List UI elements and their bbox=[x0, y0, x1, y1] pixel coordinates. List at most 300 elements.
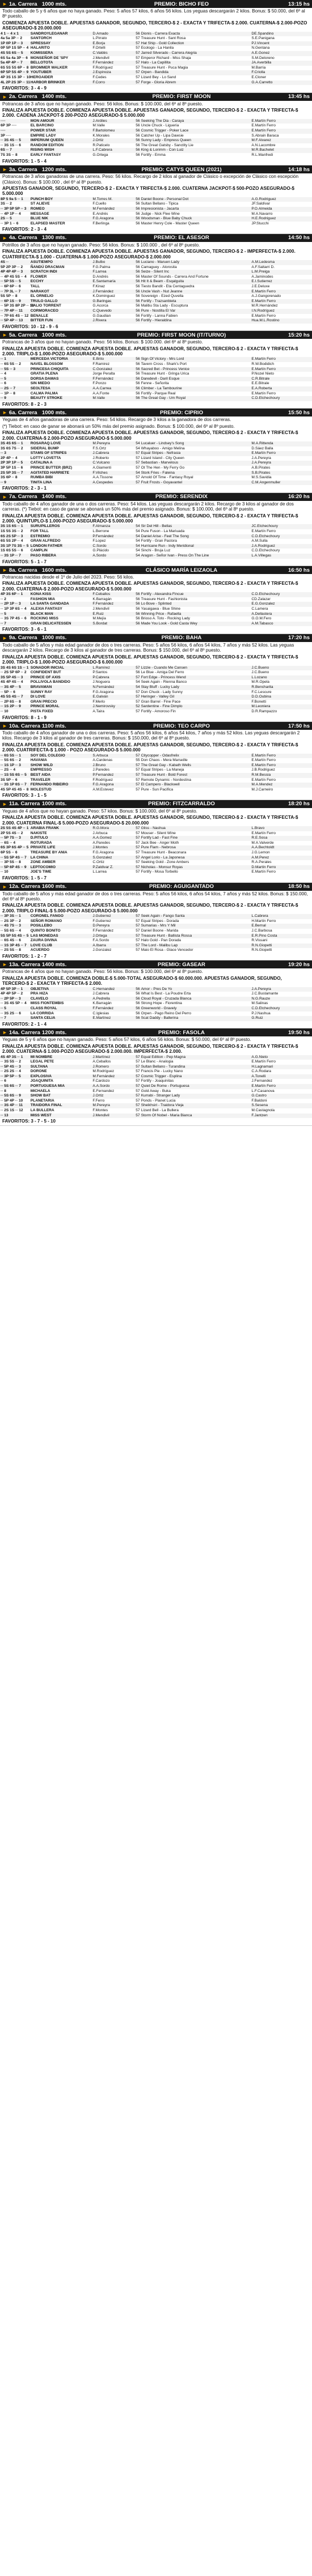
runner-weight: 56 bbox=[128, 602, 140, 607]
runner-row bbox=[0, 153, 312, 158]
runner-form: ·· 3P 5P ·· 5 bbox=[0, 1074, 30, 1079]
runner-weight: 56 bbox=[136, 133, 140, 138]
runner-form: ·· 6P 1S ·· 9 bbox=[0, 299, 30, 304]
runner-trainer: M.R.Bachelet bbox=[251, 148, 312, 153]
runner-pedigree: Jack Bee - Anger Moth bbox=[141, 840, 179, 845]
runner-row bbox=[0, 80, 312, 86]
runner-row bbox=[0, 56, 312, 61]
runner-name: SURUPILLEROS bbox=[30, 524, 92, 529]
runner-trainer: J.B.Rodriguez bbox=[251, 768, 275, 772]
runner-row bbox=[0, 773, 312, 778]
runner-row bbox=[0, 377, 312, 382]
runner-jockey: A.Sordo bbox=[92, 554, 128, 559]
runners-table bbox=[0, 197, 312, 227]
race-time: 19:20 hs bbox=[288, 961, 310, 968]
race-section bbox=[0, 331, 312, 409]
runner-name: SUNNY RAY bbox=[30, 690, 52, 694]
runner-row bbox=[0, 270, 312, 275]
runner-jockey: E.Galván bbox=[92, 695, 128, 700]
runner-name: SHOW WILD bbox=[30, 763, 92, 768]
runner-name: MISS FIONTEMBIS bbox=[30, 1001, 64, 1006]
runner-trainer: C.A.Rodara bbox=[251, 1069, 271, 1074]
runner-trainer: DE.Spandino bbox=[251, 32, 312, 37]
runner-form: ·· 2P 5P ·· 3 bbox=[0, 997, 30, 1002]
runner-trainer: A.A.Bechtoldt bbox=[251, 845, 312, 851]
runner-trainer: A.G.Rodriguez bbox=[251, 197, 312, 202]
runner-row bbox=[0, 544, 312, 549]
runner-pedigree: Fort Edge - Princess Wend bbox=[141, 675, 251, 681]
runner-form: ·· 3S 1P ·· 7 bbox=[0, 554, 30, 559]
runner-row bbox=[0, 124, 312, 129]
runner-trainer: S.B.Pirates bbox=[251, 471, 312, 476]
runner-weight: 56 bbox=[136, 284, 140, 288]
runner-trainer: JA.Averbilla bbox=[251, 61, 312, 66]
runner-weight: 57 bbox=[136, 787, 140, 792]
runner-row bbox=[0, 386, 312, 392]
runner-name: HAVANIA bbox=[30, 758, 47, 763]
race-distance: 1100 mts. bbox=[41, 722, 66, 729]
runner-pedigree: What Is Best - La Poudre Erta bbox=[141, 992, 191, 996]
runner-name: JOAQUINITA bbox=[30, 1079, 53, 1083]
runner-trainer: A.Tonelli bbox=[251, 1074, 312, 1079]
runner-form: ·· 3P 1 ·· 6 bbox=[1, 221, 19, 226]
runner-form: 4S 5S 4S ·· 7 bbox=[0, 695, 30, 700]
runner-jockey: E.Brito bbox=[92, 357, 128, 362]
runner-pedigree: Halo - La Capillita bbox=[141, 61, 251, 66]
runner-jockey: F.G.Aragona bbox=[92, 851, 114, 855]
runner-pedigree: Made You Look - Gold Casta Wey bbox=[141, 622, 251, 627]
runner-jockey: C.Gonzalez bbox=[92, 367, 128, 372]
runner-trainer: E.Martín Ferro bbox=[251, 1084, 312, 1089]
runner-row bbox=[0, 216, 312, 222]
runner-row bbox=[0, 865, 312, 870]
runner-weight: 56 bbox=[128, 129, 140, 134]
runner-name: ZONE AMBER bbox=[30, 860, 56, 865]
runner-pedigree: Yasaigawa - Blue Shine bbox=[141, 607, 181, 611]
runner-pedigree: Lizard Island - City Queen bbox=[141, 456, 184, 460]
runner-row bbox=[0, 695, 312, 700]
runner-pedigree: Judge - Nick Flee Wine bbox=[141, 211, 180, 216]
runner-row bbox=[0, 1065, 312, 1070]
runner-name: SCRATCH INDI bbox=[30, 270, 92, 275]
runners-table bbox=[0, 119, 312, 158]
runner-jockey: J.Nemirovsky bbox=[92, 704, 128, 709]
runner-jockey: J.Mendivil bbox=[92, 56, 109, 60]
runner-weight: 57 bbox=[128, 61, 140, 66]
runner-name: GRAN PRECIO bbox=[30, 699, 57, 704]
runner-pedigree: Master Of Sounds - Carrera And Fortune bbox=[141, 274, 209, 279]
runner-trainer: J.C.Bueno bbox=[251, 670, 269, 675]
runner-weight: 57 bbox=[136, 65, 140, 70]
runner-jockey: L.Ramírez bbox=[92, 666, 128, 671]
race-number: 8a. Carrera bbox=[9, 567, 37, 573]
runner-jockey: M.Pereyra bbox=[92, 1103, 128, 1108]
runner-pedigree: Camaguey - Alorosita bbox=[141, 265, 177, 269]
runner-row bbox=[0, 836, 312, 841]
runner-name: GRATIA PLENA bbox=[30, 372, 58, 376]
runner-trainer: A.G.Nieto bbox=[251, 1055, 312, 1060]
runner-pedigree: Arnold Of Time - Fantasy Royal bbox=[141, 475, 193, 480]
runners-table bbox=[0, 260, 312, 324]
runner-row bbox=[0, 929, 312, 934]
race-time: 14:50 hs bbox=[288, 235, 310, 241]
race-number: 2a. Carrera bbox=[9, 93, 37, 100]
runner-row bbox=[0, 1113, 312, 1119]
runner-jockey: F.Ramirez bbox=[92, 362, 110, 367]
runner-row bbox=[0, 212, 312, 217]
runner-form: 6S ·· 7 bbox=[0, 148, 30, 153]
runner-form: ·· 1P 3P 6S ·· 4 bbox=[1, 607, 27, 611]
race-distance: 1000 mts. bbox=[41, 635, 67, 641]
runner-jockey: M.Rodríguez bbox=[92, 1069, 115, 1074]
runner-row bbox=[0, 831, 312, 836]
runner-name: DORONE bbox=[30, 1069, 47, 1074]
runner-pedigree: Quiet De Rome - Portuguesa bbox=[141, 1084, 251, 1089]
race-time: 13:15 hs bbox=[288, 1, 310, 7]
runner-jockey: G.Baringas bbox=[92, 299, 128, 304]
runner-form: ·· 3S 5S ·· 2 bbox=[1, 1060, 21, 1064]
arrow-icon: ► bbox=[2, 723, 7, 729]
runner-form: ·· 2 bbox=[1, 597, 6, 601]
race-favorites: FAVORITOS: 3 - 4 - 9 bbox=[2, 86, 47, 91]
runner-form: 4P 3S 6P ·· 1 bbox=[0, 592, 30, 597]
runner-trainer: L.Cabrera bbox=[251, 914, 312, 919]
runner-name: PRINCE BUTTER (BRZ) bbox=[30, 465, 73, 470]
race-favorites: FAVORITOS: 3 - 6 - 1 bbox=[2, 627, 47, 632]
runner-trainer: E.Cloner bbox=[251, 75, 267, 79]
runner-row bbox=[0, 783, 312, 788]
runner-trainer: S.Abrain Baraca bbox=[251, 133, 279, 138]
race-number: 6a. Carrera bbox=[9, 409, 37, 416]
runner-weight: 56 bbox=[128, 119, 140, 124]
runner-name: SOY DEL COLEGIO bbox=[30, 754, 92, 759]
race-time: 17:20 hs bbox=[288, 635, 310, 641]
runner-jockey: P.Cabrera bbox=[92, 675, 128, 681]
runner-name: PRINCE MORAL bbox=[30, 704, 92, 709]
runners-table bbox=[0, 666, 312, 715]
runner-form: 7S 3S ·· 8 bbox=[1, 153, 18, 158]
runner-pedigree: Lo Bove - Splinted bbox=[141, 602, 251, 607]
runner-form: 3P ···· bbox=[1, 133, 11, 138]
runner-jockey: E.Fernandez bbox=[92, 1089, 115, 1093]
runner-row bbox=[0, 318, 312, 324]
runner-row bbox=[0, 934, 312, 939]
runner-name: NARAKOT bbox=[30, 290, 92, 295]
runner-trainer: E.Martín Ferro bbox=[251, 758, 276, 763]
runner-pedigree: Nicholas - Monsur Royas bbox=[141, 865, 251, 870]
runner-jockey: F.Cedes bbox=[92, 75, 107, 79]
runner-trainer: N.G.Rauze bbox=[251, 997, 312, 1002]
runner-pedigree: Don Chuck - Lady Sunny bbox=[141, 690, 183, 694]
runner-row bbox=[0, 524, 312, 529]
runner-row bbox=[0, 451, 312, 456]
runner-trainer: G.O.M.Fero bbox=[251, 617, 272, 621]
race-conditions: Todo caballo de 5 años y más edad ganador de dos o tres carreras. Peso: 5 años 56 kilos, 6 años 54 kilos, 7 años y más 52 kilos. Las yeguas descargarán 2 kilos. Recargo de 3 kilos al ganador de tres carreras. Bonus: $ 150.000, del 6º al 8º puesto. bbox=[2, 642, 294, 653]
runner-weight: 57 bbox=[136, 36, 140, 41]
runner-name: PRA HIZA bbox=[30, 992, 48, 996]
runner-weight: 57 bbox=[128, 826, 140, 831]
runner-name: ELAPSED MASTER bbox=[30, 221, 65, 226]
runner-jockey: A.Paredes bbox=[92, 840, 111, 845]
race-header bbox=[0, 800, 312, 808]
runner-jockey: Jorge Peralta bbox=[92, 372, 115, 376]
race-conditions: Yeguas de 4 años que no hayan ganado. Peso: 57 kilos. Bonus: $ 100.000, del 6º al 8º puesto. bbox=[2, 808, 197, 814]
runner-form: ·· 2S 5P 6P ·· 2 bbox=[1, 670, 27, 675]
race-section bbox=[0, 634, 312, 722]
race-distance: 1200 mts. bbox=[41, 166, 67, 173]
runner-trainer: R.E.Sosa bbox=[251, 836, 312, 841]
runner-jockey: N.Fernández bbox=[92, 685, 128, 690]
runner-form: ·· 1S 3P 4S ·· 7 bbox=[0, 943, 30, 949]
runner-trainer: E.E.Bitrale bbox=[251, 381, 269, 386]
runner-form: 6S 5S 2P ·· 4 bbox=[1, 539, 23, 543]
runner-weight: 56 bbox=[136, 153, 140, 158]
arrow-icon: ► bbox=[2, 801, 7, 807]
race-header bbox=[0, 960, 312, 968]
runner-weight: 57 bbox=[136, 1098, 140, 1103]
runner-form: 4 1 ·· 4 x 1 bbox=[0, 32, 30, 37]
runner-jockey: F.Cuello bbox=[92, 202, 107, 206]
runner-weight: 57 bbox=[136, 75, 140, 79]
runner-trainer: E.R.Pino Costa bbox=[251, 934, 312, 939]
race-favorites: FAVORITOS: 1 - 5 - 7 bbox=[2, 875, 47, 881]
runner-weight: 56 bbox=[136, 202, 140, 206]
arrow-icon: ► bbox=[2, 635, 7, 641]
runner-pedigree: Treasure Hunt - Ballista Rossa bbox=[141, 934, 251, 939]
race-section bbox=[0, 234, 312, 331]
runner-name: HALARITO bbox=[30, 46, 50, 50]
runner-pedigree: Orpen - Pago Reino Del Perro bbox=[141, 1011, 191, 1015]
arrow-icon: ► bbox=[2, 1030, 7, 1036]
runner-weight: 57 bbox=[136, 465, 140, 470]
runner-name: BROMMER WALKER bbox=[30, 65, 68, 70]
runner-weight: 57 bbox=[128, 924, 140, 929]
runner-form: ·· 9 bbox=[0, 396, 30, 401]
runner-row bbox=[0, 997, 312, 1002]
runner-name: POWER STAR bbox=[30, 129, 92, 134]
runner-pedigree: Fortify - Hieraldina bbox=[141, 318, 251, 324]
race-number: 10a. Carrera bbox=[9, 722, 40, 729]
runner-form: ·· 6S 5S ·· 2 bbox=[1, 362, 21, 367]
runner-trainer: C.D.Etchechoury bbox=[251, 549, 280, 553]
runner-pedigree: Luciano - Maruen Lady bbox=[141, 260, 251, 265]
runner-form: ·· 3S 2S ·· 6 bbox=[1, 1011, 21, 1015]
race-section bbox=[0, 883, 312, 961]
runner-pedigree: Citycopper - Odasfrelix bbox=[141, 754, 251, 759]
runner-weight: 56 bbox=[128, 997, 140, 1002]
runner-name: TRAVELER bbox=[30, 777, 50, 782]
runner-weight: 57 bbox=[128, 934, 140, 939]
runner-form: 4S 4P 3S ·· 1 bbox=[0, 1055, 30, 1060]
race-prize: PREMIO: FIRST MOON (IT/TURNO) bbox=[137, 331, 226, 338]
runner-jockey: R.Paticelo bbox=[92, 143, 110, 147]
runner-name: RUMBA BIBI bbox=[30, 475, 53, 480]
runner-name: EARLY FANTASY bbox=[30, 153, 61, 158]
runner-form: ·· 8 bbox=[1, 1089, 6, 1093]
runner-jockey: A.Pedrella bbox=[92, 997, 128, 1002]
runner-row bbox=[0, 617, 312, 622]
runner-row bbox=[0, 845, 312, 851]
runner-jockey: P.Zaldivar Z. bbox=[92, 865, 128, 870]
race-header bbox=[0, 409, 312, 416]
runner-name: PRINCE OF AXIS bbox=[30, 675, 92, 681]
race-section bbox=[0, 0, 312, 93]
runner-row bbox=[0, 948, 312, 953]
runner-row bbox=[0, 768, 312, 773]
race-bets: FINALIZA APUESTA DOBLE. COMIENZA APUESTA DOBLE. APUESTAS GANADOR, SEGUNDO, TERCERO-$ 2 - EXACTA Y TRIFECTA-$ 2.000. TRIPLO-$ 1.000-POZO ASEGURADO-$ 6.000.000 bbox=[2, 654, 298, 665]
runner-row bbox=[0, 367, 312, 372]
runner-weight: 56 bbox=[128, 357, 140, 362]
runner-form: 5S 5P ·· 8 bbox=[1, 294, 18, 299]
runner-trainer: J.A.Pereyra bbox=[251, 987, 312, 992]
runner-trainer: P.Nozel Nieto bbox=[251, 372, 274, 376]
runner-form: 0P 5P 1S 5P ·· 4 bbox=[1, 46, 29, 50]
race-prize: PREMIO: FITZCARRALDO bbox=[148, 801, 215, 807]
runner-weight: 57 bbox=[128, 865, 140, 870]
runner-weight: 57 bbox=[136, 46, 140, 50]
race-prize: PREMIO: FIRST MOON bbox=[152, 93, 211, 100]
runners-table bbox=[0, 914, 312, 953]
runner-form: ·· 3S 4P ·· 5 bbox=[0, 685, 30, 690]
runner-weight: 54 bbox=[136, 446, 140, 450]
race-favorites: FAVORITOS: 3 - 7 - 5 - 10 bbox=[2, 1119, 56, 1124]
runner-form: 3S 1P 7S 3S ·· 5 bbox=[0, 544, 30, 549]
runner-form: 3S 4S 6S ·· 1 bbox=[0, 441, 30, 447]
runner-form: ·· 1P ·· 8 bbox=[1, 391, 15, 396]
race-number: 11a. Carrera bbox=[9, 801, 40, 807]
runner-weight: 52 bbox=[128, 704, 140, 709]
runner-jockey: F.G.Palma bbox=[92, 265, 111, 269]
runner-name: LONDON FATHER bbox=[30, 544, 92, 549]
runner-trainer: M.F.Alvarez bbox=[251, 138, 312, 143]
runner-weight: 57 bbox=[128, 773, 140, 778]
runner-name: TRAIDORA FINAL bbox=[30, 1103, 92, 1108]
runner-pedigree: Ecologo - La Hanila bbox=[141, 46, 174, 50]
runner-name: IMPERIUM QUEEN bbox=[30, 138, 92, 143]
runner-weight: 56 bbox=[136, 597, 140, 601]
runner-weight: 56 bbox=[128, 290, 140, 295]
runner-pedigree: Remote Dynamic - Nordestina bbox=[141, 777, 191, 782]
runner-pedigree: Fortify - Alexandra Fincue bbox=[141, 592, 251, 597]
runner-trainer: M.R.Opela bbox=[251, 680, 269, 685]
race-section bbox=[0, 165, 312, 234]
runner-form: ·· 3S 1S ·· 6 bbox=[1, 143, 21, 147]
runner-trainer: R.L.Manfredi bbox=[251, 153, 273, 158]
race-header bbox=[0, 722, 312, 730]
runner-pedigree: Sultan Bellano - Tipica bbox=[141, 202, 179, 206]
runner-pedigree: Fortify - Emma bbox=[141, 153, 166, 158]
runner-row bbox=[0, 666, 312, 671]
runner-trainer: E.Martín Ferro bbox=[251, 1060, 276, 1064]
runner-form: ·· 7P 6S 4S ·· 12 bbox=[1, 313, 29, 318]
runner-pedigree: Malibu Sta Lady - Escuptura bbox=[141, 304, 188, 308]
race-bets: FINALIZA APUESTA DOBLE. COMIENZA APUESTA DOBLE. APUESTAS GANADOR, SEGUNDO, TERCERO-$ 2 - EXACTA Y TRIFECTA-$ 2.000. TRIPLO-$ 1.000-POZO ASEGURADO-$ 5.000.000 bbox=[2, 346, 298, 357]
runner-trainer: R.N.Giopetti bbox=[251, 943, 312, 949]
runner-form: 6S 5S 5S 6P ·· 8 bbox=[1, 65, 29, 70]
runner-jockey: D.Pereyra bbox=[92, 924, 128, 929]
runner-row bbox=[0, 1060, 312, 1065]
runner-trainer: S.Sesena bbox=[251, 1103, 312, 1108]
runner-form: ·· 3P 5S ·· 8 bbox=[1, 860, 21, 865]
runner-trainer: E.Martín Ferro bbox=[251, 124, 276, 128]
runner-pedigree: The Great Gatsby - Sanctity Lie bbox=[141, 143, 193, 147]
runner-row bbox=[0, 70, 312, 75]
runner-trainer: A.J.Gangorenado bbox=[251, 294, 281, 299]
runner-pedigree: Treasure Hunt - Gringa Urica bbox=[141, 372, 189, 376]
runner-weight: 56 bbox=[128, 270, 140, 275]
runner-form: ·· 1S 1P ·· 3 bbox=[0, 763, 30, 768]
runner-weight: 57 bbox=[128, 80, 140, 86]
race-conditions: Potrancas de 3 años ganadoras de una carrera. Peso: 56 kilos. Recargo de 2 kilos al ganador de Clásico o excepción de Clásico con escepción (Clásico). Bonus: $ 100.000 , del 6º al 8º puesto. bbox=[2, 174, 299, 185]
runner-jockey: A.Taira bbox=[92, 709, 104, 713]
runner-pedigree: Cosmic Trigger - Esplina bbox=[141, 1074, 251, 1079]
runner-trainer: J.C.Bueno bbox=[251, 666, 312, 671]
runner-weight: 57 bbox=[136, 870, 140, 874]
runner-name: FERNANDO RIBEIRO bbox=[30, 783, 92, 788]
runner-weight: 57 bbox=[128, 666, 140, 671]
runner-pedigree: Le Blanc - Analogia bbox=[141, 1060, 174, 1064]
runner-jockey: D.Amado bbox=[92, 32, 128, 37]
race-prize: PREMIO: CATYS QUEEN (2021) bbox=[141, 166, 222, 173]
runner-jockey: S.Bordat bbox=[92, 622, 128, 627]
runner-pedigree: Pure - Sun Pacifica bbox=[141, 787, 174, 792]
runner-row bbox=[0, 529, 312, 534]
runner-row bbox=[0, 1084, 312, 1089]
runner-form: 2S ·· 5 bbox=[0, 216, 30, 222]
runner-pedigree: Seeking The Dia - Caraya bbox=[141, 119, 251, 124]
runner-pedigree: Fruit Frosts - Goyavantel bbox=[141, 481, 251, 486]
race-conditions: Potrancas de 3 años que no hayan ganado. Peso: 56 kilos. Bonus: $ 100.000. del 6º al 8º puesto. bbox=[2, 339, 203, 345]
race-bets: COMIENZA APUESTA DOBLE. APUESTAS GANADOR, SEGUNDO, TERCERO-$ 2 - EXACTA Y TRIFECTA-$ 2.000. CUATERNA-$ 2.000-POZO ASEGURADO-$ 20.000.000 bbox=[2, 20, 307, 31]
runner-trainer: M.S.Savidia bbox=[251, 475, 272, 480]
runner-weight: 56 bbox=[128, 197, 140, 202]
runner-weight: 56 bbox=[128, 207, 140, 212]
runner-row bbox=[0, 1089, 312, 1094]
race-time: 15:20 hs bbox=[288, 331, 310, 338]
runner-name: LOVE CLUB bbox=[30, 943, 92, 949]
runner-name: BLACK MAN bbox=[30, 612, 92, 617]
runner-weight: 54 bbox=[128, 544, 140, 549]
runner-row bbox=[0, 279, 312, 284]
runner-weight: 57 bbox=[128, 856, 140, 861]
runner-weight: 57 bbox=[128, 41, 140, 46]
runner-pedigree: Pure - Nostilla El Var bbox=[141, 309, 251, 314]
runner-name: TINITA LINA bbox=[30, 481, 92, 486]
runner-form: ·· 6P 6P ·· 6 bbox=[1, 284, 21, 288]
runner-name: ALEXIA FANTASY bbox=[30, 607, 62, 611]
runner-trainer: R.M.Bessia bbox=[251, 773, 312, 778]
runner-form: ·· 5S 6S ·· 7 bbox=[0, 1084, 30, 1089]
runner-row bbox=[0, 362, 312, 367]
runner-trainer: E.Martín Ferro bbox=[251, 313, 276, 318]
runner-form: 1P 0P 1P ·· 3 bbox=[0, 41, 30, 46]
runner-name: PASO RIBERA bbox=[30, 554, 92, 559]
runner-pedigree: Daniel Boone - Personal Dot bbox=[141, 197, 251, 202]
runner-trainer: C.R.Bitrale bbox=[251, 377, 312, 382]
runner-row bbox=[0, 856, 312, 861]
runner-jockey: G.Acorca bbox=[92, 304, 108, 308]
runner-pedigree: Halo Gold - Pan Dorada bbox=[141, 938, 181, 943]
runner-jockey: E.Ruiz bbox=[92, 612, 128, 617]
race-time: 17:50 hs bbox=[288, 722, 310, 729]
race-conditions: Todo caballo de 4 años ganador de una o dos carreras. Peso: 54 kilos. Las yeguas descargarán 2 kilos. Recargo de 3 kilos al ganador de dos carreras. (*) Tiebot: en caso de ganar se abonará un 50% más del premio asignado. Bonus: $ 100.000, del 6º al 8º puesto. bbox=[2, 501, 294, 512]
runner-name: LEPTOCOMIO bbox=[30, 865, 92, 870]
runner-name: LEGAL PETE bbox=[30, 1060, 54, 1064]
runner-trainer: J.A.Pereyra bbox=[251, 456, 271, 460]
race-distance: 1000 mts. bbox=[41, 409, 67, 416]
runner-row bbox=[0, 66, 312, 71]
runner-weight: 56 bbox=[136, 992, 140, 996]
